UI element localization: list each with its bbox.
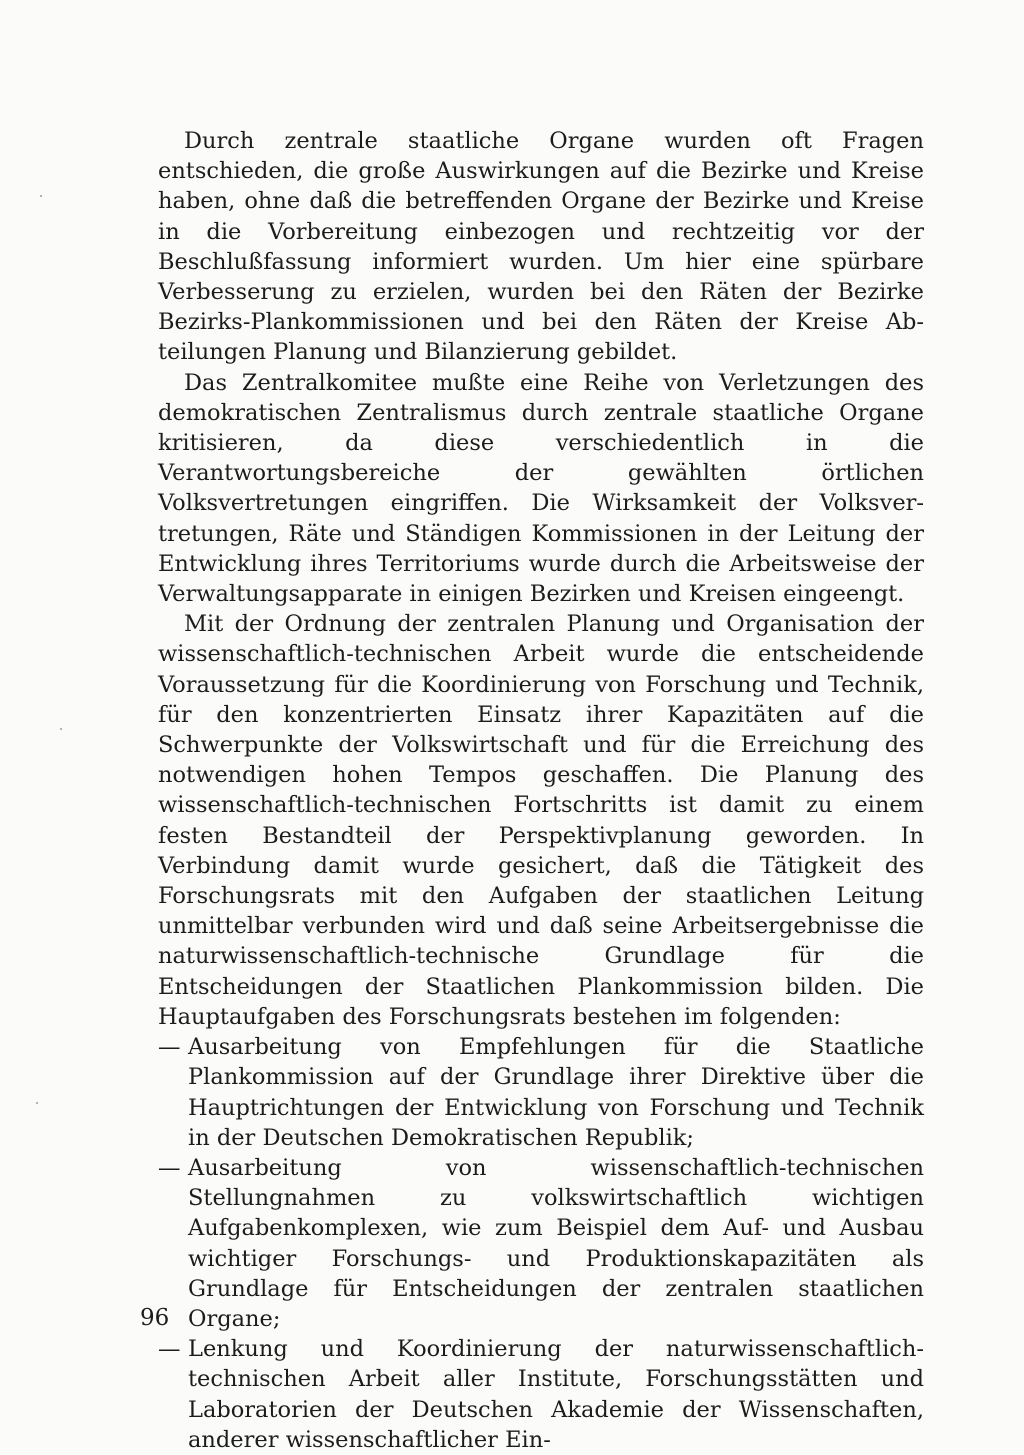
- paper-speck: [36, 1102, 38, 1104]
- list-item-text: Lenkung und Koordinierung der naturwissenschaftlich-technischen Arbeit aller Institute, Forschungsstätten und Laboratorien der Deutschen Akademie der Wissenschaften, anderer wissenschaftlicher Ein-: [188, 1336, 924, 1453]
- list-item: [158, 1032, 924, 1153]
- dash-marker: —: [158, 1154, 181, 1181]
- task-list: [158, 1032, 924, 1455]
- list-item: [158, 1153, 924, 1334]
- paper-speck: [60, 728, 62, 730]
- paper-speck: [40, 195, 42, 197]
- paragraph-2: Das Zentralkomitee mußte eine Reihe von Verletzungen des demokratischen Zentralismus durch zentrale staatliche Organe kritisieren, da diese verschiedentlich in die Verantwortungsbereiche der gewählten örtlichen Volksvertretungen eingriffen. Die Wirksamkeit der Volksvertretungen, Räte und Ständigen Kommissionen in der Leitung der Entwicklung ihres Territoriums wurde durch die Arbeitsweise der Verwaltungsapparate in einigen Bezirken und Kreisen eingeengt.: [158, 369, 924, 608]
- list-item-text: Ausarbeitung von Empfehlungen für die Staatliche Plankommission auf der Grundlage ihrer Direktive über die Hauptrichtungen der Entwicklung von Forschung und Technik in der Deutschen Demokratischen Republik;: [188, 1034, 924, 1151]
- page-number: 96: [140, 1305, 170, 1331]
- paragraph-3: Mit der Ordnung der zentralen Planung und Organisation der wissenschaftlich-technischen Arbeit wurde die entscheidende Voraussetzung für die Koordinierung von Forschung und Technik, für den konzentrierten Einsatz ihrer Kapazitäten auf die Schwerpunkte der Volkswirtschaft und für die Erreichung des notwendigen hohen Tempos geschaffen. Die Planung des wissenschaftlich-technischen Fortschritts ist damit zu einem festen Bestandteil der Perspektivplanung geworden. In Verbindung damit wurde gesichert, daß die Tätigkeit des Forschungsrats mit den Aufgaben der staatlichen Leitung unmittelbar verbunden wird und daß seine Arbeitsergebnisse die naturwissenschaftlich-technische Grundlage für die Entscheidungen der Staatlichen Plankommission bilden. Die Hauptaufgaben des Forschungsrats bestehen im folgenden:: [158, 611, 924, 1030]
- dash-marker: —: [158, 1034, 181, 1061]
- body-text: [158, 126, 924, 1455]
- list-item-text: Ausarbeitung von wissenschaftlich-technischen Stellungnahmen zu volkswirtschaftlich wichtigen Aufgabenkomplexen, wie zum Beispiel dem Auf- und Ausbau wichtiger Forschungs- und Produktionskapazitäten als Grundlage für Entscheidungen der zentralen staatlichen Organe;: [188, 1154, 924, 1332]
- paragraph-1: Durch zentrale staatliche Organe wurden oft Fragen entschieden, die große Auswirkungen auf die Bezirke und Kreise haben, ohne daß die betreffenden Organe der Bezirke und Kreise in die Vorbereitung einbezogen und rechtzeitig vor der Beschlußfassung informiert wurden. Um hier eine spürbare Verbesserung zu erzielen, wurden bei den Räten der Bezirke Bezirks-Plankommissionen und bei den Räten der Kreise Abteilungen Planung und Bilanzierung gebildet.: [158, 128, 924, 366]
- dash-marker: —: [158, 1336, 181, 1363]
- list-item: [158, 1334, 924, 1455]
